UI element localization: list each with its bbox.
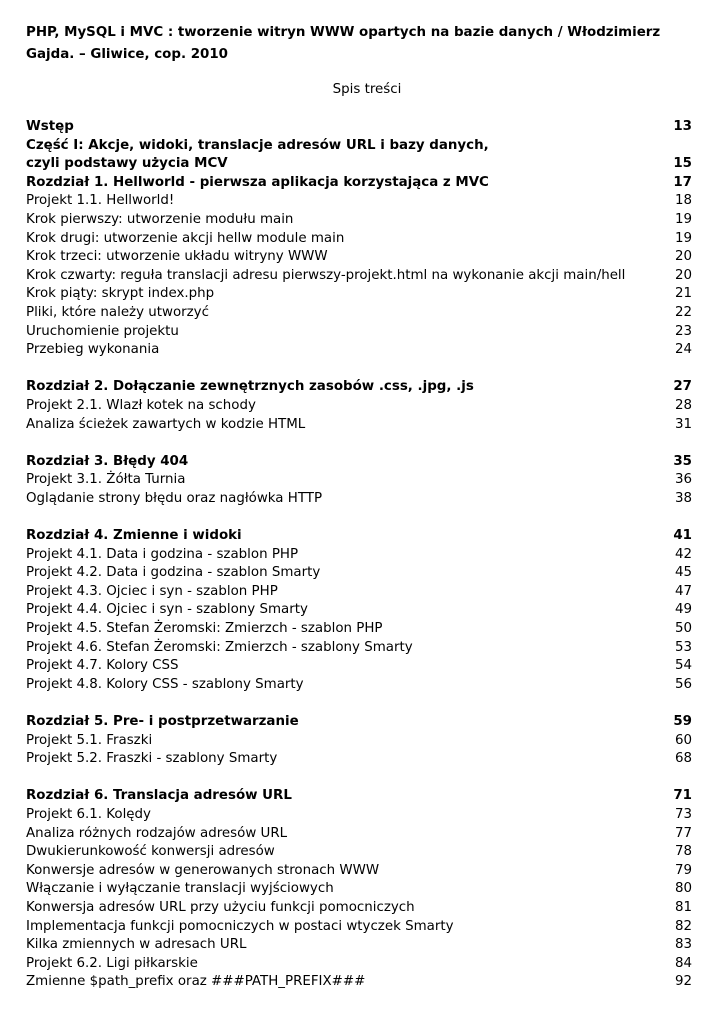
toc-entry (26, 955, 692, 974)
toc-entry (26, 304, 692, 323)
toc-entry (26, 230, 692, 249)
toc-entry-page-number: 45 (674, 565, 692, 581)
toc-entry (26, 211, 692, 230)
toc-entry-label: Projekt 4.5. Stefan Żeromski: Zmierzch - szablon PHP (26, 621, 383, 637)
toc-entry-page-number: 18 (674, 193, 692, 209)
toc-entry-label: Wstęp (26, 119, 74, 134)
toc-entry-label: Projekt 4.2. Data i godzina - szablon Smarty (26, 565, 321, 581)
toc-entry-label: Krok piąty: skrypt index.php (26, 286, 215, 302)
toc-heading-entry (26, 378, 692, 397)
toc-entry-page-number: 60 (674, 732, 692, 748)
toc-entry-page-number: 35 (673, 453, 692, 469)
toc-heading-entry (26, 453, 692, 472)
toc-entry-label: Przebieg wykonania (26, 342, 160, 358)
toc-entry-page-number: 77 (674, 825, 692, 841)
toc-entry-page-number: 54 (674, 658, 692, 674)
toc-entry-page-number: 20 (674, 249, 692, 265)
toc-heading-entry (26, 713, 692, 732)
toc-entry-label: Projekt 4.6. Stefan Żeromski: Zmierzch - szablony Smarty (26, 639, 413, 655)
toc-entry-page-number: 47 (674, 583, 692, 599)
toc-entry (26, 546, 692, 565)
toc-entry (26, 973, 692, 992)
toc-entry-page-number: 17 (673, 174, 692, 190)
toc-entry-label: Rozdział 3. Błędy 404 (26, 453, 189, 469)
toc-entry (26, 564, 692, 583)
toc-entry-label: Rozdział 5. Pre- i postprzetwarzanie (26, 714, 299, 729)
toc-entry-page-number: 68 (674, 751, 692, 767)
toc-entry-label: Pliki, które należy utworzyć (26, 304, 209, 320)
toc-entry-label: Implementacja funkcji pomocniczych w postaci wtyczek Smarty (26, 918, 454, 934)
toc-entry (26, 843, 692, 862)
toc-entry-label: Rozdział 2. Dołączanie zewnętrznych zasobów .css, .jpg, .js (26, 379, 474, 395)
toc-entry-label: Uruchomienie projektu (26, 323, 179, 339)
toc-entry (26, 639, 692, 658)
toc-entry-label: Projekt 5.2. Fraszki - szablony Smarty (26, 751, 278, 767)
toc-entry-label: Projekt 6.1. Kolędy (26, 806, 151, 822)
toc-entry-page-number: 24 (674, 342, 692, 358)
toc-entry-label: Projekt 4.3. Ojciec i syn - szablon PHP (26, 583, 278, 599)
toc-entry (26, 397, 692, 416)
toc-entry (26, 899, 692, 918)
toc-entry-page-number: 13 (673, 119, 692, 134)
toc-entry-label: Konwersja adresów URL przy użyciu funkcji pomocniczych (26, 899, 415, 915)
toc-entry (26, 676, 692, 695)
toc-entry-page-number: 20 (674, 267, 692, 283)
toc-entry-label: Kilka zmiennych w adresach URL (26, 937, 247, 953)
toc-entry (26, 825, 692, 844)
toc-entry (26, 416, 692, 435)
toc-entry-label: Włączanie i wyłączanie translacji wyjściowych (26, 881, 334, 897)
toc-entry (26, 601, 692, 620)
toc-entry-page-number: 92 (674, 974, 692, 990)
toc-entry-label: Projekt 4.8. Kolory CSS - szablony Smarty (26, 676, 304, 692)
toc-entry-page-number: 19 (674, 211, 692, 227)
toc-entry-page-number: 22 (674, 304, 692, 320)
toc-entry-page-number: 73 (674, 806, 692, 822)
toc-entry (26, 620, 692, 639)
toc-entry (26, 880, 692, 899)
toc-entry-page-number: 84 (674, 955, 692, 971)
toc-entry (26, 471, 692, 490)
toc-entry (26, 918, 692, 937)
toc-heading-entry (26, 787, 692, 806)
toc-entry-page-number: 53 (674, 639, 692, 655)
toc-entry-page-number: 41 (673, 528, 692, 544)
book-title: PHP, MySQL i MVC : tworzenie witryn WWW opartych na bazie danych / Włodzimierz Gajda. – Gliwice, cop. 2010 (26, 25, 661, 62)
toc-entry-page-number: 81 (674, 899, 692, 915)
toc-entry (26, 490, 692, 509)
toc-entry (26, 732, 692, 751)
toc-entry-page-number: 59 (673, 714, 692, 729)
toc-entry-label: Oglądanie strony błędu oraz nagłówka HTTP (26, 490, 323, 506)
toc-entry-label: Rozdział 4. Zmienne i widoki (26, 528, 242, 544)
toc-entry-label: Projekt 4.4. Ojciec i syn - szablony Smarty (26, 602, 308, 618)
toc-entry (26, 657, 692, 676)
toc-entry-label: czyli podstawy użycia MCV (26, 156, 228, 172)
toc-entry (26, 806, 692, 825)
toc-entry-label: Krok czwarty: reguła translacji adresu pierwszy-projekt.html na wykonanie akcji main/hell (26, 267, 626, 283)
toc-entry-label: Konwersje adresów w generowanych stronach WWW (26, 862, 380, 878)
toc-entry-label: Projekt 4.1. Data i godzina - szablon PHP (26, 546, 299, 562)
toc-heading-entry (26, 155, 692, 174)
toc-entry-page-number: 79 (674, 862, 692, 878)
toc-entry-label: Krok pierwszy: utworzenie modułu main (26, 211, 294, 227)
toc-heading-entry (26, 527, 692, 546)
toc-heading-entry (26, 174, 692, 193)
toc-entry-label: Projekt 5.1. Fraszki (26, 732, 153, 748)
toc-heading: Spis treści (332, 82, 402, 97)
toc-entry-label: Dwukierunkowość konwersji adresów (26, 844, 275, 860)
toc-entry (26, 285, 692, 304)
toc-entry-page-number: 28 (674, 397, 692, 413)
toc-entry (26, 862, 692, 881)
toc-entry-page-number: 50 (674, 621, 692, 637)
toc-entry (26, 267, 692, 286)
toc-entry-page-number: 21 (674, 286, 692, 302)
toc-entry-page-number: 42 (674, 546, 692, 562)
toc-entry (26, 583, 692, 602)
toc-entry-page-number: 19 (674, 230, 692, 246)
table-of-contents (26, 118, 692, 992)
toc-entry-label: Projekt 2.1. Wlazł kotek na schody (26, 397, 256, 413)
toc-entry (26, 750, 692, 769)
toc-entry-label: Projekt 6.2. Ligi piłkarskie (26, 955, 198, 971)
toc-entry-page-number: 31 (674, 416, 692, 432)
toc-entry-label: Analiza ścieżek zawartych w kodzie HTML (26, 416, 306, 432)
toc-entry (26, 323, 692, 342)
toc-entry-label: Projekt 1.1. Hellworld! (26, 193, 175, 209)
toc-entry (26, 341, 692, 360)
toc-entry-page-number: 82 (674, 918, 692, 934)
toc-entry-label: Zmienne $path_prefix oraz ###PATH_PREFIX### (26, 974, 366, 990)
toc-entry-label: Krok trzeci: utworzenie układu witryny WWW (26, 249, 328, 265)
toc-entry-page-number: 83 (674, 937, 692, 953)
toc-entry (26, 936, 692, 955)
toc-entry-page-number: 56 (674, 676, 692, 692)
toc-entry-label: Analiza różnych rodzajów adresów URL (26, 825, 288, 841)
toc-entry-page-number: 36 (674, 472, 692, 488)
toc-heading-entry (26, 118, 692, 137)
toc-heading-entry (26, 137, 692, 156)
toc-entry-label: Rozdział 1. Hellworld - pierwsza aplikacja korzystająca z MVC (26, 174, 489, 190)
toc-entry-page-number: 49 (674, 602, 692, 618)
toc-entry-page-number: 38 (674, 490, 692, 506)
toc-entry-page-number: 15 (673, 156, 692, 172)
toc-entry-page-number: 78 (674, 844, 692, 860)
toc-entry-label: Krok drugi: utworzenie akcji hellw module main (26, 230, 345, 246)
toc-entry-label: Rozdział 6. Translacja adresów URL (26, 788, 292, 804)
toc-entry-page-number: 27 (673, 379, 692, 395)
toc-entry-label: Projekt 4.7. Kolory CSS (26, 658, 179, 674)
toc-entry (26, 248, 692, 267)
toc-entry-page-number: 80 (674, 881, 692, 897)
toc-entry-label: Projekt 3.1. Żółta Turnia (26, 472, 186, 488)
toc-entry-page-number: 23 (674, 323, 692, 339)
toc-entry-label: Część I: Akcje, widoki, translacje adresów URL i bazy danych, (26, 137, 489, 153)
toc-entry-page-number: 71 (673, 788, 692, 804)
toc-entry (26, 192, 692, 211)
